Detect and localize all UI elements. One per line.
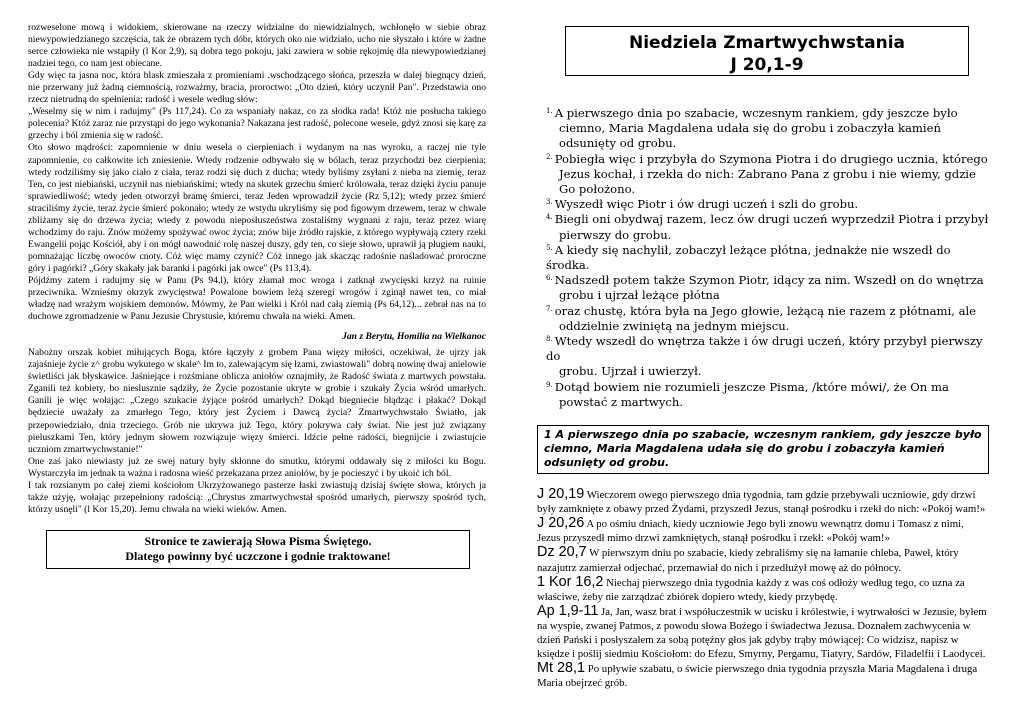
verse <box>537 304 989 334</box>
left-column <box>28 22 486 724</box>
verse-text: Pobiegła więc i przybyła do Szymona Piotra i do drugiego ucznia, którego <box>554 151 988 166</box>
reference-text: Po upływie szabatu, o świcie pierwszego dnia tygodnia przyszła Maria Magdalena i druga Maria obejrzeć grób. <box>537 663 978 690</box>
verse <box>537 197 989 212</box>
homily-text <box>28 22 486 516</box>
key-verse-box: 1 A pierwszego dnia po szabacie, wczesnym rankiem, gdy jeszcze było ciemno, Maria Magdalena udała się do grobu i zobaczyła kamień odsunięty od grobu. <box>537 425 989 474</box>
homily-signature: Jan z Berytu, Homilia na Wielkanoc <box>342 331 486 343</box>
verse-text: Biegli oni obydwaj razem, lecz ów drugi uczeń wyprzedził Piotra i przybył <box>554 212 989 227</box>
homily-paragraph: Gdy więc ta jasna noc, która blask zmieszała z promieniami .wschodzącego słońca, przeszła w dalej biegnący dzień, nie przerwany już żadną ciemnością, rozważmy, bracia, proroctwo: „Oto dzień, który uczynił Pan". Przedstawia ono rzecz nietrudną do spełnienia: radość i wesele według słów: <box>28 70 486 106</box>
verse-text-continued: oddzielnie zwiniętą na jednym miejscu. <box>559 318 790 333</box>
verse-number: 2. <box>546 152 553 161</box>
right-column <box>537 26 989 724</box>
verse-text: Nadszedł potem także Szymon Piotr, idący za nim. Wszedł on do wnętrza <box>554 273 984 288</box>
homily-paragraph: Nabożny orszak kobiet miłujących Boga, które łączyły z grobem Pana więzy miłości, oczekiwał, że ujrzy jak zajaśnieje życie z^ grobu wykutego w skale^ Im to, zalewającym się łzami, zwiastowali" dobrą nowinę dwaj anielowie świetliści jak błyskawice. Jaśniejące i rozśmiane oblicza aniołów oznajmiły, że Radość świata z martwych powstała. Zganili też kobiety, bo nieslusznie sądziły, że Życie pozostanie ukryte w grobie i szukały Życia wśród umarłych. Ganili je więc wołając: „Czego szukacie żyjące pośród umarłych? Dokąd biegniecie błądząc i płakać? Dokąd będziecie uważały za zmarłego Tego, który jest Życiem i Dawcą życia? Zmartwychwstało Światło, jak przepowiedziało, dnia trzeciego. Grób nie ukrywa już Tego, który pokrywa cały świat. Nie jest już związany pieluszkami Ten, który jednym słowem rozwiązuje więzy śmierci. Idźcie pełne radości, biegnijcie i zwiastujcie uczniom zmartwychwstanie!" <box>28 347 486 455</box>
page-title: Niedziela Zmartwychwstania <box>628 33 906 53</box>
verse-text: Dotąd bowiem nie rozumieli jeszcze Pisma, /które mówi/, że On ma <box>554 379 949 394</box>
homily-paragraph: Pójdźmy zatem i radujmy się w Panu (Ps 94,l), który złamał moc wroga i zatknął zwycięski krzyż na ruinie przeciwnika. Wznieśmy okrzyk zwycięstwa! Powalone bowiem leżą szeregi wrogów i zginął nawet ten, co miał władzę nad wrażym wojskiem demonów. Mówmy, że Pan wielki i Król nad całą ziemią (Ps 64,12)... zebrał nas na to duchowe zgromadzenie w Panu Jezusie Chrystusie, któremu chwała na wieki. Amen. <box>28 274 486 323</box>
homily-paragraph: Oto słowo mądrości: zapomnienie w dniu wesela o cierpieniach i wydanym na nas wyroku, a raczej nie tyle zapomnienie, co całkowite ich zniesienie. Wtedy rodzenie odbywało się w bólach, teraz przychodzi bez cierpienia; wtedy rodziliśmy się jako ciało z ciała, teraz rodzi się duch z ducha; wtedy byliśmy zsyłani z nieba na ziemię, teraz Ten, co jest niebiański, uczynił nas niebiańskimi; wtedy na skutek grzechu śmierć królowała, teraz dzięki życiu panuje sprawiedliwość; wtedy jeden otworzył bramę śmierci, teraz Jeden wprowadził życie (Rz 5,12); wtedy przez śmierć straciliśmy życie, teraz życie śmierć pokonało; wtedy ze wstydu ukryliśmy się pod figowym drzewem, teraz w chwale zbliżamy się do drzewa życia; wtedy z powodu nieposłuszeństwa zostaliśmy wygnani z raju, teraz przez wiarę wchodzimy do raju. Znów możemy spożywać owoc życia; znów bije źródło rajskie, z którego wypływają cztery rzeki Ewangelii pojąc Kościół, aby i on mógł nawodnić rolę naszej duszy, gdy ten, co sieje słowo, uprawił ją pługiem nauki, pomnażając liczbę owoców cnoty. Cóż więc mamy czynić? Cóż innego jak skacząc radośnie naśladować proroczne góry i pagórki? „Góry skakały jak baranki i pagórki jak owce" (Ps 113,4). <box>28 142 486 274</box>
reference-text: W pierwszym dniu po szabacie, kiedy zebraliśmy się na łamanie chleba, Paweł, który nazajutrz zamierzał odjechać, przemawiał do nich i przedłużył mowę aż do północy. <box>537 547 959 574</box>
reference-text: Ja, Jan, wasz brat i współuczestnik w ucisku i królestwie, i wytrwałości w Jezusie, byłem na wyspie, zwanej Patmos, z powodu słowa Bożego i świadectwa Jezusa. Doznałem zachwycenia w dzień Pański i posłyszałem za sobą potężny głos jak gdyby trąby mówiącej: Co widzisz, napisz w księdze i poślij siedmiu Kościołom: do Efezu, Smyrny, Pergamu, Tiatyry, Sardów, Filadelfii i Laodycei. <box>537 605 987 661</box>
reference-label: Ap 1,9-11 <box>537 602 599 619</box>
verse-text: oraz chustę, która była na Jego głowie, leżącą nie razem z płótnami, ale <box>554 303 977 318</box>
verse-text: A pierwszego dnia po szabacie, wczesnym rankiem, gdy jeszcze było <box>554 106 958 120</box>
verse <box>537 106 989 152</box>
verse-text-continued: pierwszy do grobu. <box>559 227 672 242</box>
reference-entry <box>537 545 989 574</box>
verse <box>537 273 989 303</box>
reference-text: A po ośmiu dniach, kiedy uczniowie Jego byli znowu wewnątrz domu i Tomasz z nimi, Jezus przyszedł mimo drzwi zamkniętych, stanął pośrodku i rzekł: «Pokój wam!» <box>537 518 964 545</box>
notice-line-1: Stronice te zawierają Słowa Pisma Świętego. <box>144 533 372 548</box>
verse-text: Wtedy wszedł do wnętrza także i ów drugi uczeń, który przybył pierwszy do <box>546 334 983 364</box>
verse <box>537 334 989 380</box>
reference-entry <box>537 575 989 604</box>
passage-reference: J 20,1-9 <box>730 55 804 75</box>
homily-paragraph: One zaś jako niewiasty już ze swej natury były skłonne do smutku, którymi oddawały się z miłości ku Bogu. Wystarczyła im jednak ta ważna i radosna wieść przekazana przez aniołów, by je pocieszyć i by ukoić ich ból. <box>28 455 486 479</box>
verse-text-continued: grobu. Ujrzał i uwierzył. <box>559 364 702 379</box>
verse-number: 9. <box>546 380 553 389</box>
homily-paragraph: „Weselmy się w nim i radujmy" (Ps 117,24). Co za wspaniały nakaz, co za słodka rada! Któż nie posłucha takiego polecenia? Któż zaraz nie przystąpi do jego wykonania? Nakazana jest radość, polecone wesele, gdyż znosi się karę za grzechy i ból zmienia się w radość. <box>28 106 486 142</box>
title-box <box>565 26 969 76</box>
verse-number: 6. <box>546 274 553 283</box>
reference-text: Niechaj pierwszego dnia tygodnia każdy z was coś odłoży według tego, co uzna za właściwe, żeby nie zarządzać zbiórek dopiero wtedy, kiedy przybędę. <box>537 576 965 603</box>
homily-paragraph: I tak rozsianym po całej ziemi kościołom Ukrzyżowanego pasterze łaski zwiastują dzisiaj święte słowa, których ja także użyję, wołając przepełniony radością: „Chrystus zmartwychwstał spośród umarłych, pierwszy spośród tych, którzy usnęli" (l Kor 15,20). Jemu chwała na wieki wieków. Amen. <box>28 479 486 515</box>
verse-number: 1. <box>546 107 553 115</box>
scripture-notice-box <box>46 530 470 569</box>
verse <box>537 212 989 242</box>
verse-number: 3. <box>546 198 553 207</box>
verse-number: 4. <box>546 213 553 222</box>
reference-label: J 20,26 <box>537 515 585 532</box>
verse <box>537 152 989 198</box>
reference-label: 1 Kor 16,2 <box>537 573 604 590</box>
verse-number: 7. <box>546 304 553 313</box>
verse-text: Wyszedł więc Piotr i ów drugi uczeń i szli do grobu. <box>554 197 859 212</box>
verse-number: 5. <box>546 243 553 252</box>
reference-entry <box>537 604 989 661</box>
verse-number: 8. <box>546 335 553 344</box>
homily-paragraph: rozweselone mową i widokiem, skierowane na rzeczy widzialne do niewidzialnych, wchłonęło w siebie obraz niewypowiedzianego szczęścia, tak że obrazem tych dóbr, których oko nie widziało, ucho nie słyszało i które w żadne serce człowieka nie wstąpiły (l Kor 2,9), są dobra tego pokoju, jaki zawiera w sobie rękojmię dla niewypowiedzianej nadziei tego, co nam jest obiecane. <box>28 22 486 70</box>
verse-text-continued: grobu i ujrzał leżące płótna <box>559 288 720 303</box>
gospel-verses <box>537 106 989 410</box>
reference-label: Dz 20,7 <box>537 544 587 561</box>
verse-text: A kiedy się nachylił, zobaczył leżące płótna, jednakże nie wszedł do środka. <box>546 242 951 273</box>
verse-text-continued: ciemno, Maria Magdalena udała się do grobu i zobaczyła kamień odsunięty od grobu. <box>559 121 941 151</box>
reference-entry <box>537 487 989 516</box>
reference-label: Mt 28,1 <box>537 660 585 677</box>
verse <box>537 380 989 410</box>
verse-text-continued: Jezus kochał, i rzekła do nich: Zabrano Pana z grobu i nie wiemy, gdzie Go położono. <box>559 166 976 197</box>
verse <box>537 243 989 273</box>
verse-text-continued: powstać z martwych. <box>559 394 684 409</box>
reference-text: Wieczorem owego pierwszego dnia tygodnia, tam gdzie przebywali uczniowie, gdy drzwi były zamknięte z obawy przed Żydami, przyszedł Jezus, stanął pośrodku i rzekł do nich: «Pokój wam!» <box>537 489 986 516</box>
reference-label: J 20,19 <box>537 486 585 503</box>
notice-line-2: Dlatego powinny być uczczone i godnie traktowane! <box>125 548 391 563</box>
reference-entry <box>537 661 989 690</box>
reference-entry <box>537 516 989 545</box>
cross-references <box>537 487 989 690</box>
